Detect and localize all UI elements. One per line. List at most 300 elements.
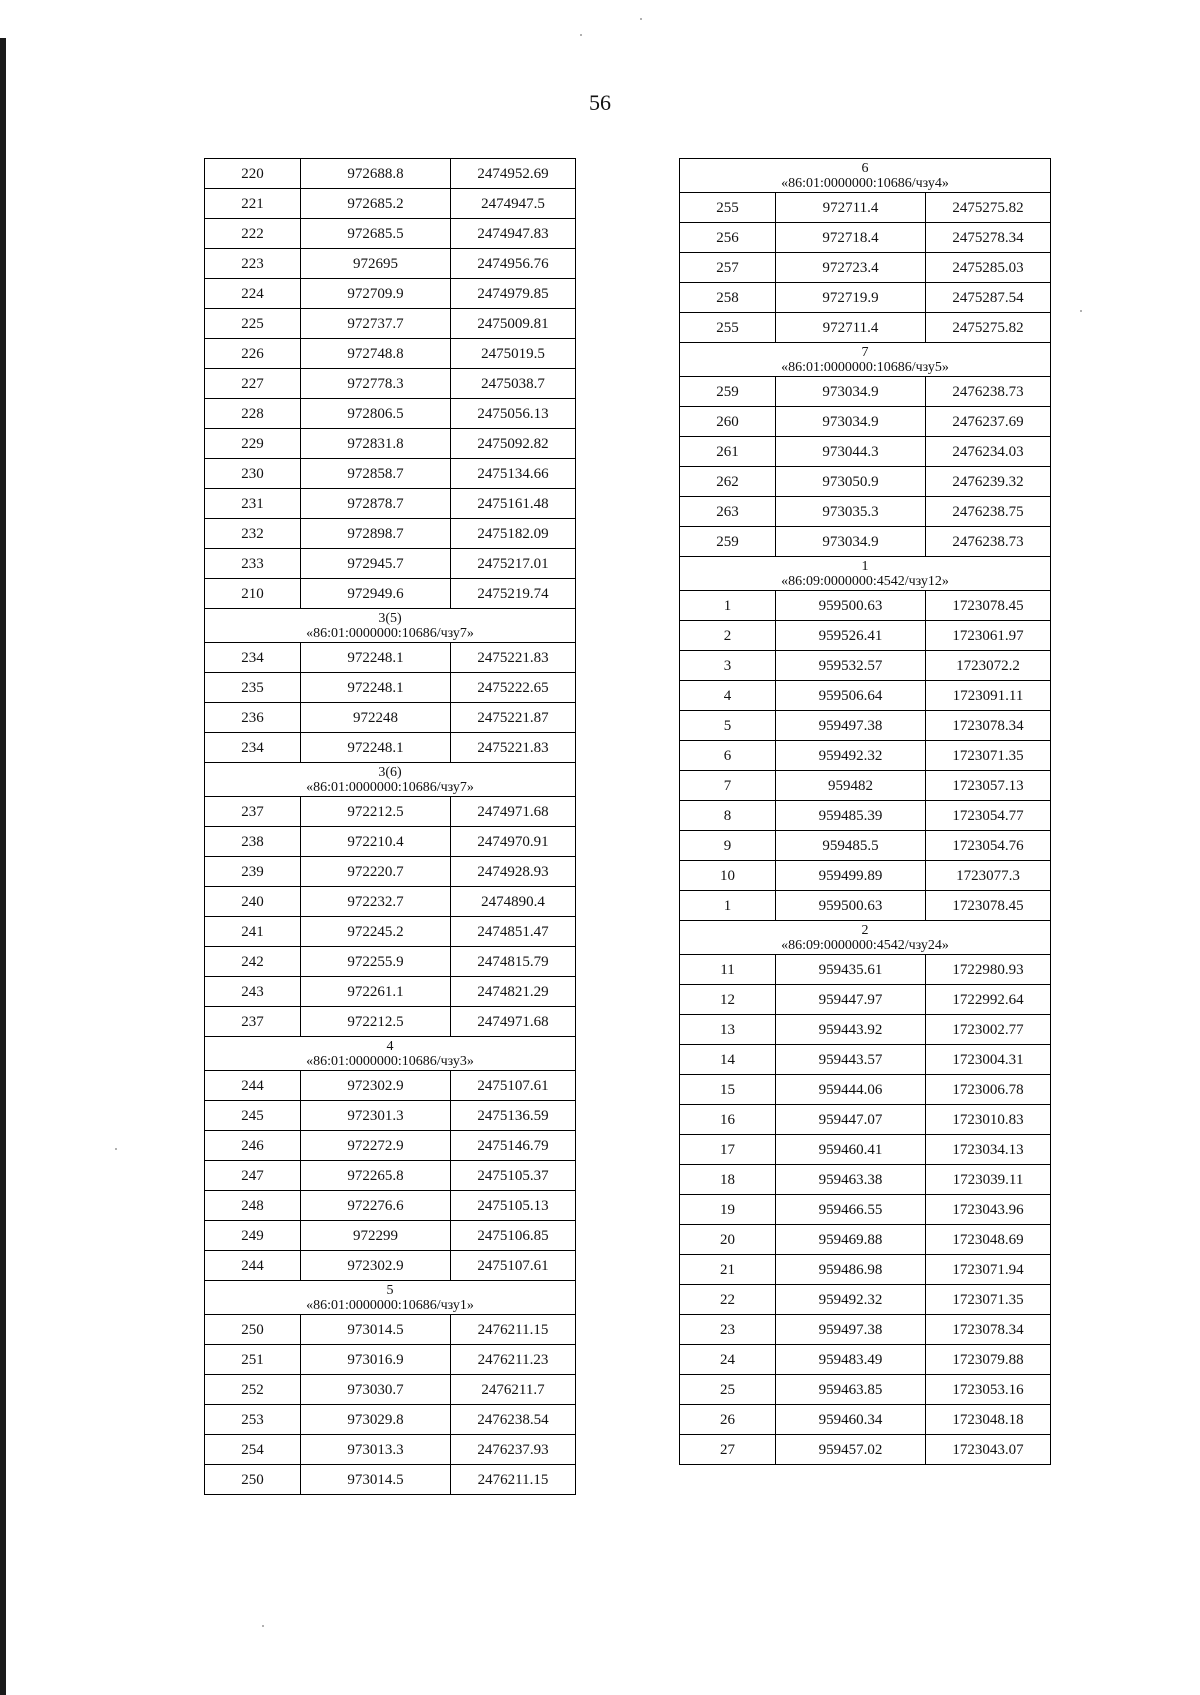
table-row xyxy=(205,1435,576,1465)
table-row xyxy=(680,223,1051,253)
table-row xyxy=(205,519,576,549)
x-coordinate-cell: 972232.7 xyxy=(301,887,451,917)
y-coordinate-cell: 1723039.11 xyxy=(926,1165,1051,1195)
point-number-cell: 260 xyxy=(680,407,776,437)
x-coordinate-cell: 959486.98 xyxy=(776,1255,926,1285)
section-header-cell xyxy=(205,763,576,797)
section-cadastral-id: «86:01:0000000:10686/чзу4» xyxy=(781,175,949,191)
x-coordinate-cell: 959532.57 xyxy=(776,651,926,681)
point-number-cell: 237 xyxy=(205,797,301,827)
y-coordinate-cell: 2475278.34 xyxy=(926,223,1051,253)
x-coordinate-cell: 973029.8 xyxy=(301,1405,451,1435)
point-number-cell: 233 xyxy=(205,549,301,579)
table-row xyxy=(680,801,1051,831)
table-row xyxy=(680,1375,1051,1405)
table-row xyxy=(680,985,1051,1015)
point-number-cell: 247 xyxy=(205,1161,301,1191)
scan-speck xyxy=(262,1625,264,1627)
x-coordinate-cell: 959492.32 xyxy=(776,1285,926,1315)
x-coordinate-cell: 972723.4 xyxy=(776,253,926,283)
section-number: 5 xyxy=(386,1282,394,1298)
x-coordinate-cell: 973014.5 xyxy=(301,1465,451,1495)
point-number-cell: 5 xyxy=(680,711,776,741)
x-coordinate-cell: 959469.88 xyxy=(776,1225,926,1255)
y-coordinate-cell: 2476237.93 xyxy=(451,1435,576,1465)
x-coordinate-cell: 973050.9 xyxy=(776,467,926,497)
y-coordinate-cell: 2475056.13 xyxy=(451,399,576,429)
y-coordinate-cell: 2475038.7 xyxy=(451,369,576,399)
y-coordinate-cell: 2474947.5 xyxy=(451,189,576,219)
section-number: 3(5) xyxy=(378,610,402,626)
section-header-row xyxy=(680,159,1051,193)
point-number-cell: 232 xyxy=(205,519,301,549)
table-row xyxy=(205,159,576,189)
point-number-cell: 224 xyxy=(205,279,301,309)
point-number-cell: 258 xyxy=(680,283,776,313)
x-coordinate-cell: 972709.9 xyxy=(301,279,451,309)
y-coordinate-cell: 2476211.7 xyxy=(451,1375,576,1405)
point-number-cell: 23 xyxy=(680,1315,776,1345)
point-number-cell: 255 xyxy=(680,313,776,343)
x-coordinate-cell: 973034.9 xyxy=(776,377,926,407)
point-number-cell: 13 xyxy=(680,1015,776,1045)
table-row xyxy=(205,1131,576,1161)
point-number-cell: 20 xyxy=(680,1225,776,1255)
point-number-cell: 221 xyxy=(205,189,301,219)
table-row xyxy=(680,591,1051,621)
x-coordinate-cell: 972858.7 xyxy=(301,459,451,489)
point-number-cell: 21 xyxy=(680,1255,776,1285)
table-row xyxy=(680,621,1051,651)
table-row xyxy=(205,797,576,827)
section-header-cell xyxy=(680,343,1051,377)
y-coordinate-cell: 2475221.83 xyxy=(451,643,576,673)
y-coordinate-cell: 1722992.64 xyxy=(926,985,1051,1015)
y-coordinate-cell: 1723053.16 xyxy=(926,1375,1051,1405)
x-coordinate-cell: 972737.7 xyxy=(301,309,451,339)
y-coordinate-cell: 2475217.01 xyxy=(451,549,576,579)
x-coordinate-cell: 972688.8 xyxy=(301,159,451,189)
point-number-cell: 223 xyxy=(205,249,301,279)
x-coordinate-cell: 972272.9 xyxy=(301,1131,451,1161)
table-row xyxy=(205,1071,576,1101)
point-number-cell: 26 xyxy=(680,1405,776,1435)
table-row xyxy=(205,369,576,399)
point-number-cell: 236 xyxy=(205,703,301,733)
table-row xyxy=(680,313,1051,343)
x-coordinate-cell: 972831.8 xyxy=(301,429,451,459)
y-coordinate-cell: 2475275.82 xyxy=(926,193,1051,223)
y-coordinate-cell: 2475105.37 xyxy=(451,1161,576,1191)
section-header-cell xyxy=(680,159,1051,193)
point-number-cell: 262 xyxy=(680,467,776,497)
x-coordinate-cell: 972748.8 xyxy=(301,339,451,369)
table-row xyxy=(205,1375,576,1405)
y-coordinate-cell: 2476238.73 xyxy=(926,377,1051,407)
point-number-cell: 246 xyxy=(205,1131,301,1161)
y-coordinate-cell: 2475019.5 xyxy=(451,339,576,369)
point-number-cell: 16 xyxy=(680,1105,776,1135)
section-header-cell xyxy=(680,557,1051,591)
coordinates-table-right xyxy=(679,158,1051,1465)
table-row xyxy=(205,977,576,1007)
y-coordinate-cell: 2476237.69 xyxy=(926,407,1051,437)
table-row xyxy=(205,857,576,887)
y-coordinate-cell: 2475221.83 xyxy=(451,733,576,763)
x-coordinate-cell: 959500.63 xyxy=(776,891,926,921)
table-row xyxy=(205,733,576,763)
y-coordinate-cell: 1722980.93 xyxy=(926,955,1051,985)
point-number-cell: 255 xyxy=(680,193,776,223)
y-coordinate-cell: 2475222.65 xyxy=(451,673,576,703)
x-coordinate-cell: 972302.9 xyxy=(301,1071,451,1101)
table-row xyxy=(205,643,576,673)
x-coordinate-cell: 959482 xyxy=(776,771,926,801)
point-number-cell: 229 xyxy=(205,429,301,459)
y-coordinate-cell: 2475275.82 xyxy=(926,313,1051,343)
y-coordinate-cell: 1723077.3 xyxy=(926,861,1051,891)
x-coordinate-cell: 972302.9 xyxy=(301,1251,451,1281)
table-row xyxy=(205,429,576,459)
point-number-cell: 2 xyxy=(680,621,776,651)
table-row xyxy=(205,887,576,917)
table-row xyxy=(205,703,576,733)
x-coordinate-cell: 959447.97 xyxy=(776,985,926,1015)
section-header-row xyxy=(205,609,576,643)
point-number-cell: 231 xyxy=(205,489,301,519)
x-coordinate-cell: 959435.61 xyxy=(776,955,926,985)
section-cadastral-id: «86:01:0000000:10686/чзу7» xyxy=(306,779,474,795)
y-coordinate-cell: 1723006.78 xyxy=(926,1075,1051,1105)
x-coordinate-cell: 973013.3 xyxy=(301,1435,451,1465)
point-number-cell: 257 xyxy=(680,253,776,283)
x-coordinate-cell: 972949.6 xyxy=(301,579,451,609)
x-coordinate-cell: 972806.5 xyxy=(301,399,451,429)
x-coordinate-cell: 973044.3 xyxy=(776,437,926,467)
y-coordinate-cell: 2474851.47 xyxy=(451,917,576,947)
table-row xyxy=(680,741,1051,771)
x-coordinate-cell: 972685.5 xyxy=(301,219,451,249)
scan-speck xyxy=(640,18,642,20)
table-row xyxy=(205,189,576,219)
point-number-cell: 263 xyxy=(680,497,776,527)
scan-speck xyxy=(115,1148,117,1150)
table-row xyxy=(680,831,1051,861)
table-row xyxy=(680,253,1051,283)
x-coordinate-cell: 972248.1 xyxy=(301,733,451,763)
y-coordinate-cell: 1723048.18 xyxy=(926,1405,1051,1435)
point-number-cell: 244 xyxy=(205,1071,301,1101)
point-number-cell: 240 xyxy=(205,887,301,917)
scan-speck xyxy=(1080,310,1082,312)
section-cadastral-id: «86:01:0000000:10686/чзу1» xyxy=(306,1297,474,1313)
x-coordinate-cell: 972261.1 xyxy=(301,977,451,1007)
y-coordinate-cell: 2476211.15 xyxy=(451,1465,576,1495)
x-coordinate-cell: 972711.4 xyxy=(776,313,926,343)
table-row xyxy=(680,437,1051,467)
x-coordinate-cell: 959483.49 xyxy=(776,1345,926,1375)
point-number-cell: 243 xyxy=(205,977,301,1007)
x-coordinate-cell: 972265.8 xyxy=(301,1161,451,1191)
x-coordinate-cell: 959457.02 xyxy=(776,1435,926,1465)
point-number-cell: 248 xyxy=(205,1191,301,1221)
table-row xyxy=(680,955,1051,985)
y-coordinate-cell: 2474956.76 xyxy=(451,249,576,279)
point-number-cell: 261 xyxy=(680,437,776,467)
x-coordinate-cell: 972301.3 xyxy=(301,1101,451,1131)
y-coordinate-cell: 2476211.23 xyxy=(451,1345,576,1375)
table-row xyxy=(680,1045,1051,1075)
point-number-cell: 210 xyxy=(205,579,301,609)
section-number: 7 xyxy=(861,344,869,360)
x-coordinate-cell: 973035.3 xyxy=(776,497,926,527)
table-row xyxy=(680,527,1051,557)
y-coordinate-cell: 1723034.13 xyxy=(926,1135,1051,1165)
y-coordinate-cell: 2475107.61 xyxy=(451,1071,576,1101)
table-row xyxy=(205,549,576,579)
section-number: 4 xyxy=(386,1038,394,1054)
section-cadastral-id: «86:09:0000000:4542/чзу24» xyxy=(781,937,949,953)
x-coordinate-cell: 959526.41 xyxy=(776,621,926,651)
section-header-cell xyxy=(680,921,1051,955)
y-coordinate-cell: 1723071.94 xyxy=(926,1255,1051,1285)
point-number-cell: 11 xyxy=(680,955,776,985)
y-coordinate-cell: 1723079.88 xyxy=(926,1345,1051,1375)
point-number-cell: 9 xyxy=(680,831,776,861)
y-coordinate-cell: 1723091.11 xyxy=(926,681,1051,711)
x-coordinate-cell: 972255.9 xyxy=(301,947,451,977)
table-row xyxy=(680,1255,1051,1285)
table-row xyxy=(680,891,1051,921)
y-coordinate-cell: 1723071.35 xyxy=(926,741,1051,771)
table-row xyxy=(680,193,1051,223)
table-row xyxy=(680,711,1051,741)
point-number-cell: 19 xyxy=(680,1195,776,1225)
point-number-cell: 24 xyxy=(680,1345,776,1375)
point-number-cell: 12 xyxy=(680,985,776,1015)
x-coordinate-cell: 959447.07 xyxy=(776,1105,926,1135)
section-header-row xyxy=(205,1037,576,1071)
point-number-cell: 244 xyxy=(205,1251,301,1281)
x-coordinate-cell: 972898.7 xyxy=(301,519,451,549)
y-coordinate-cell: 1723078.34 xyxy=(926,1315,1051,1345)
section-number: 1 xyxy=(861,558,869,574)
x-coordinate-cell: 959485.39 xyxy=(776,801,926,831)
table-row xyxy=(680,407,1051,437)
y-coordinate-cell: 2475219.74 xyxy=(451,579,576,609)
x-coordinate-cell: 972778.3 xyxy=(301,369,451,399)
y-coordinate-cell: 1723072.2 xyxy=(926,651,1051,681)
y-coordinate-cell: 2476239.32 xyxy=(926,467,1051,497)
x-coordinate-cell: 959463.85 xyxy=(776,1375,926,1405)
table-row xyxy=(680,283,1051,313)
table-row xyxy=(680,1135,1051,1165)
point-number-cell: 259 xyxy=(680,527,776,557)
y-coordinate-cell: 1723043.07 xyxy=(926,1435,1051,1465)
table-row xyxy=(205,1161,576,1191)
table-row xyxy=(680,1435,1051,1465)
y-coordinate-cell: 2476238.54 xyxy=(451,1405,576,1435)
x-coordinate-cell: 972248.1 xyxy=(301,673,451,703)
point-number-cell: 245 xyxy=(205,1101,301,1131)
x-coordinate-cell: 972248 xyxy=(301,703,451,733)
table-row xyxy=(205,1007,576,1037)
table-row xyxy=(680,1165,1051,1195)
x-coordinate-cell: 959497.38 xyxy=(776,711,926,741)
x-coordinate-cell: 972276.6 xyxy=(301,1191,451,1221)
section-cadastral-id: «86:01:0000000:10686/чзу5» xyxy=(781,359,949,375)
point-number-cell: 250 xyxy=(205,1315,301,1345)
x-coordinate-cell: 972212.5 xyxy=(301,1007,451,1037)
table-row xyxy=(680,497,1051,527)
table-row xyxy=(680,1195,1051,1225)
x-coordinate-cell: 959463.38 xyxy=(776,1165,926,1195)
y-coordinate-cell: 1723043.96 xyxy=(926,1195,1051,1225)
point-number-cell: 3 xyxy=(680,651,776,681)
point-number-cell: 256 xyxy=(680,223,776,253)
point-number-cell: 237 xyxy=(205,1007,301,1037)
point-number-cell: 10 xyxy=(680,861,776,891)
x-coordinate-cell: 959444.06 xyxy=(776,1075,926,1105)
table-row xyxy=(205,489,576,519)
y-coordinate-cell: 1723002.77 xyxy=(926,1015,1051,1045)
y-coordinate-cell: 2475161.48 xyxy=(451,489,576,519)
x-coordinate-cell: 972718.4 xyxy=(776,223,926,253)
scan-binding-edge xyxy=(0,38,6,1695)
x-coordinate-cell: 972719.9 xyxy=(776,283,926,313)
table-row xyxy=(205,1315,576,1345)
coordinates-table-left xyxy=(204,158,576,1495)
table-row xyxy=(205,309,576,339)
point-number-cell: 242 xyxy=(205,947,301,977)
x-coordinate-cell: 959466.55 xyxy=(776,1195,926,1225)
table-row xyxy=(205,1345,576,1375)
x-coordinate-cell: 959443.92 xyxy=(776,1015,926,1045)
point-number-cell: 1 xyxy=(680,891,776,921)
point-number-cell: 238 xyxy=(205,827,301,857)
y-coordinate-cell: 2474971.68 xyxy=(451,797,576,827)
y-coordinate-cell: 1723054.76 xyxy=(926,831,1051,861)
point-number-cell: 234 xyxy=(205,643,301,673)
point-number-cell: 17 xyxy=(680,1135,776,1165)
table-row xyxy=(680,467,1051,497)
table-row xyxy=(680,1345,1051,1375)
y-coordinate-cell: 2475146.79 xyxy=(451,1131,576,1161)
section-header-row xyxy=(205,1281,576,1315)
point-number-cell: 234 xyxy=(205,733,301,763)
y-coordinate-cell: 1723078.45 xyxy=(926,891,1051,921)
y-coordinate-cell: 2475287.54 xyxy=(926,283,1051,313)
x-coordinate-cell: 972878.7 xyxy=(301,489,451,519)
y-coordinate-cell: 1723061.97 xyxy=(926,621,1051,651)
section-header-cell xyxy=(205,1037,576,1071)
table-row xyxy=(205,249,576,279)
y-coordinate-cell: 1723048.69 xyxy=(926,1225,1051,1255)
table-row xyxy=(205,947,576,977)
table-row xyxy=(205,399,576,429)
section-header-cell xyxy=(205,1281,576,1315)
section-number: 2 xyxy=(861,922,869,938)
y-coordinate-cell: 1723071.35 xyxy=(926,1285,1051,1315)
table-row xyxy=(680,771,1051,801)
point-number-cell: 239 xyxy=(205,857,301,887)
x-coordinate-cell: 972299 xyxy=(301,1221,451,1251)
point-number-cell: 235 xyxy=(205,673,301,703)
y-coordinate-cell: 2475106.85 xyxy=(451,1221,576,1251)
table-row xyxy=(205,579,576,609)
point-number-cell: 251 xyxy=(205,1345,301,1375)
table-row xyxy=(205,1405,576,1435)
table-row xyxy=(680,1315,1051,1345)
table-row xyxy=(205,1101,576,1131)
table-row xyxy=(205,219,576,249)
x-coordinate-cell: 959443.57 xyxy=(776,1045,926,1075)
y-coordinate-cell: 1723054.77 xyxy=(926,801,1051,831)
point-number-cell: 254 xyxy=(205,1435,301,1465)
y-coordinate-cell: 2474970.91 xyxy=(451,827,576,857)
point-number-cell: 249 xyxy=(205,1221,301,1251)
y-coordinate-cell: 2474890.4 xyxy=(451,887,576,917)
x-coordinate-cell: 973030.7 xyxy=(301,1375,451,1405)
table-row xyxy=(205,1221,576,1251)
y-coordinate-cell: 2474821.29 xyxy=(451,977,576,1007)
point-number-cell: 4 xyxy=(680,681,776,711)
point-number-cell: 222 xyxy=(205,219,301,249)
section-cadastral-id: «86:09:0000000:4542/чзу12» xyxy=(781,573,949,589)
section-cadastral-id: «86:01:0000000:10686/чзу7» xyxy=(306,625,474,641)
x-coordinate-cell: 973016.9 xyxy=(301,1345,451,1375)
table-row xyxy=(680,651,1051,681)
x-coordinate-cell: 959460.41 xyxy=(776,1135,926,1165)
y-coordinate-cell: 2474952.69 xyxy=(451,159,576,189)
x-coordinate-cell: 959500.63 xyxy=(776,591,926,621)
point-number-cell: 1 xyxy=(680,591,776,621)
section-header-row xyxy=(680,343,1051,377)
point-number-cell: 15 xyxy=(680,1075,776,1105)
x-coordinate-cell: 972220.7 xyxy=(301,857,451,887)
section-number: 3(6) xyxy=(378,764,402,780)
table-row xyxy=(680,1105,1051,1135)
x-coordinate-cell: 972212.5 xyxy=(301,797,451,827)
page-number: 56 xyxy=(589,90,611,115)
y-coordinate-cell: 2474979.85 xyxy=(451,279,576,309)
y-coordinate-cell: 2475285.03 xyxy=(926,253,1051,283)
point-number-cell: 259 xyxy=(680,377,776,407)
table-row xyxy=(205,1465,576,1495)
y-coordinate-cell: 2475221.87 xyxy=(451,703,576,733)
table-row xyxy=(680,1075,1051,1105)
y-coordinate-cell: 2474947.83 xyxy=(451,219,576,249)
point-number-cell: 252 xyxy=(205,1375,301,1405)
y-coordinate-cell: 2475182.09 xyxy=(451,519,576,549)
y-coordinate-cell: 2475107.61 xyxy=(451,1251,576,1281)
y-coordinate-cell: 2475092.82 xyxy=(451,429,576,459)
point-number-cell: 253 xyxy=(205,1405,301,1435)
table-row xyxy=(205,339,576,369)
x-coordinate-cell: 973014.5 xyxy=(301,1315,451,1345)
table-row xyxy=(205,1251,576,1281)
x-coordinate-cell: 972248.1 xyxy=(301,643,451,673)
x-coordinate-cell: 973034.9 xyxy=(776,407,926,437)
y-coordinate-cell: 2476234.03 xyxy=(926,437,1051,467)
x-coordinate-cell: 972245.2 xyxy=(301,917,451,947)
table-row xyxy=(205,827,576,857)
point-number-cell: 8 xyxy=(680,801,776,831)
x-coordinate-cell: 959506.64 xyxy=(776,681,926,711)
x-coordinate-cell: 972945.7 xyxy=(301,549,451,579)
table-row xyxy=(205,459,576,489)
y-coordinate-cell: 2476211.15 xyxy=(451,1315,576,1345)
